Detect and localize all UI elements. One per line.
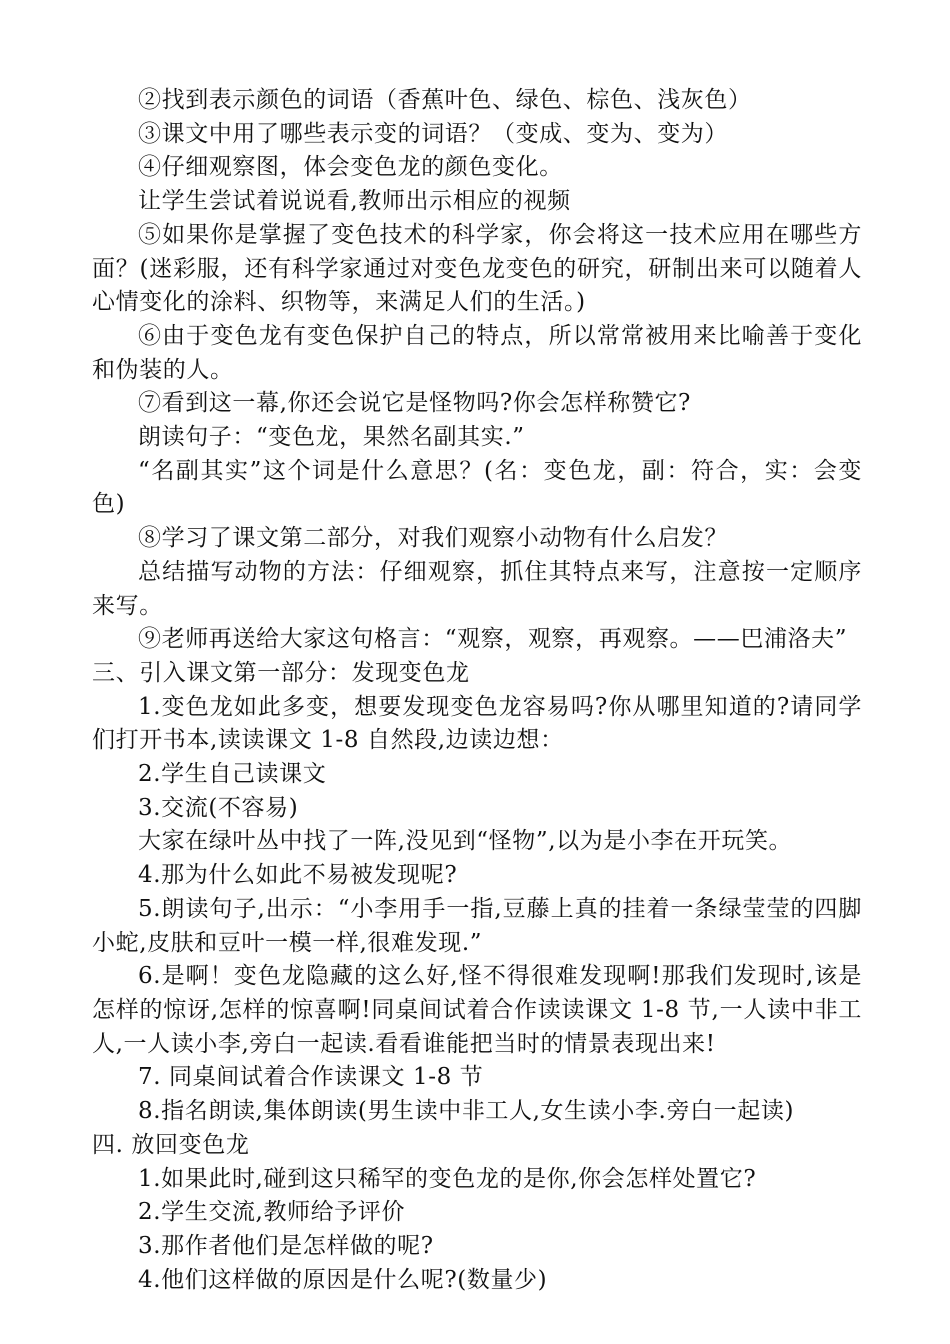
paragraph: 3.交流(不容易) [138, 794, 299, 821]
paragraph: “名副其实”这个词是什么意思？(名：变色龙，副：符合，实：会变色) [92, 457, 862, 518]
paragraph: ④仔细观察图，体会变色龙的颜色变化。 [138, 154, 563, 181]
paragraph: 3.那作者他们是怎样做的呢? [138, 1232, 434, 1259]
paragraph: 6.是啊！变色龙隐藏的这么好,怪不得很难发现啊!那我们发现时,该是怎样的惊讶,怎样的惊喜啊!同桌间试着合作读读课文 1-8 节,一人读中非工人,一人读小李,旁白一起读.看看谁能把当时的情景表现出来! [92, 963, 862, 1057]
paragraph: ⑥由于变色龙有变色保护自己的特点，所以常常被用来比喻善于变化和伪装的人。 [92, 322, 862, 383]
paragraph: ②找到表示颜色的词语（香蕉叶色、绿色、棕色、浅灰色） [138, 87, 752, 113]
paragraph: 4.那为什么如此不易被发现呢? [138, 862, 458, 889]
paragraph: 2.学生自己读课文 [138, 761, 327, 788]
section-heading: 四. 放回变色龙 [92, 1131, 250, 1158]
paragraph: 让学生尝试着说说看,教师出示相应的视频 [138, 188, 571, 215]
paragraph: ⑤如果你是掌握了变色技术的科学家，你会将这一技术应用在哪些方面？(迷彩服，还有科学家通过对变色龙变色的研究，研制出来可以随着人心情变化的涂料、织物等，来满足人们的生活。) [92, 221, 862, 316]
paragraph: 朗读句子：“变色龙，果然名副其实.” [138, 424, 525, 451]
paragraph: 1.变色龙如此多变，想要发现变色龙容易吗?你从哪里知道的?请同学们打开书本,读读课文 1-8 自然段,边读边想： [92, 693, 862, 754]
paragraph: 1.如果此时,碰到这只稀罕的变色龙的是你,你会怎样处置它? [138, 1165, 757, 1192]
paragraph: 2.学生交流,教师给予评价 [138, 1199, 406, 1226]
paragraph: 总结描写动物的方法：仔细观察，抓住其特点来写，注意按一定顺序来写。 [92, 558, 862, 619]
paragraph: 7. 同桌间试着合作读课文 1-8 节 [138, 1064, 484, 1091]
paragraph: ⑨老师再送给大家这句格言：“观察，观察，再观察。——巴浦洛夫” [138, 626, 848, 653]
paragraph: ③课文中用了哪些表示变的词语？（变成、变为、变为） [138, 120, 728, 147]
document-body [92, 84, 862, 1297]
paragraph: ⑧学习了课文第二部分，对我们观察小动物有什么启发？ [138, 525, 728, 552]
paragraph: 8.指名朗读,集体朗读(男生读中非工人,女生读小李.旁白一起读) [138, 1098, 795, 1125]
paragraph: 4.他们这样做的原因是什么呢?(数量少) [138, 1266, 548, 1293]
paragraph: ⑦看到这一幕,你还会说它是怪物吗?你会怎样称赞它? [138, 390, 691, 417]
section-heading: 三、引入课文第一部分：发现变色龙 [92, 659, 470, 686]
paragraph: 大家在绿叶丛中找了一阵,没见到“怪物”,以为是小李在开玩笑。 [138, 828, 793, 855]
paragraph: 5.朗读句子,出示：“小李用手一指,豆藤上真的挂着一条绿莹莹的四脚小蛇,皮肤和豆叶一模一样,很难发现.” [92, 895, 862, 956]
